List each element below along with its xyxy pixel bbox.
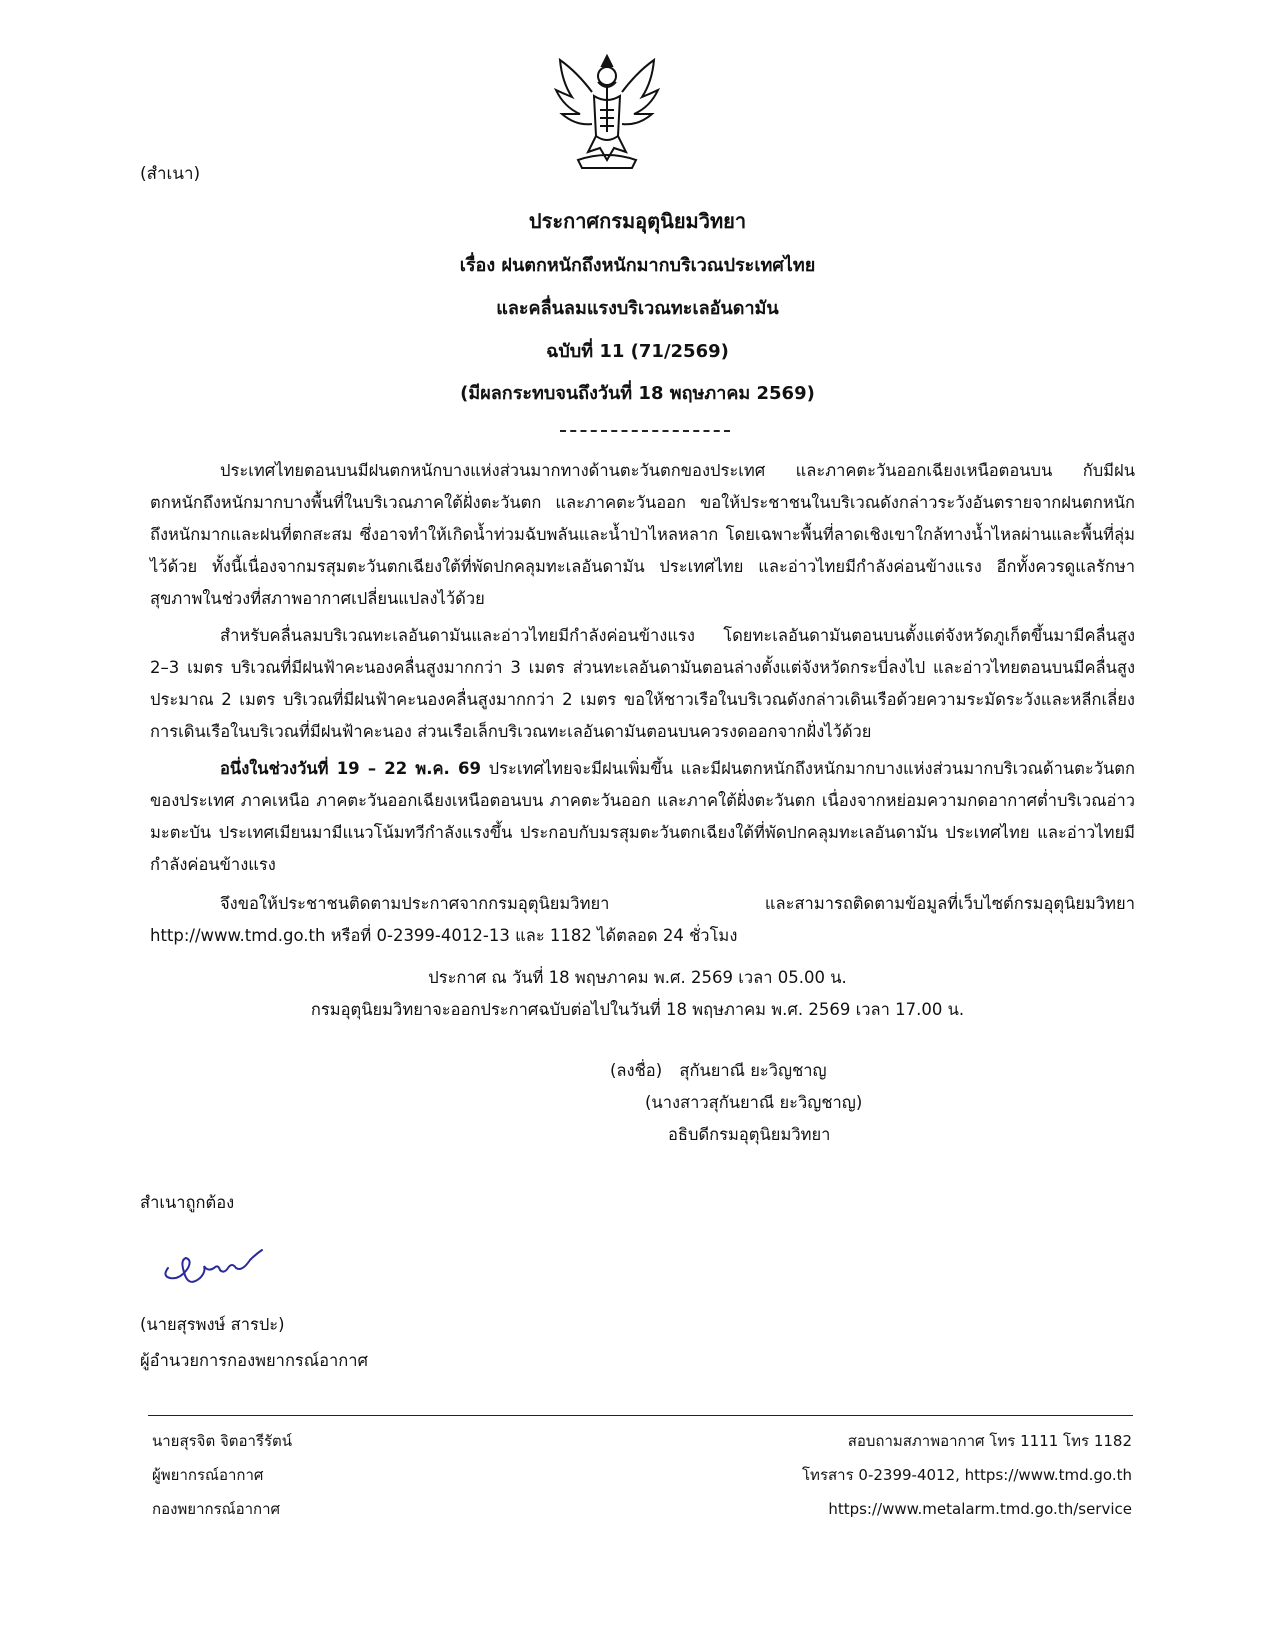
paragraph-contact-text: จึงขอให้ประชาชนติดตามประกาศจากกรมอุตุนิยมวิทยา และสามารถติดตามข้อมูลที่เว็บไซต์กรมอุตุนิยมวิทยา http://www.tmd.go.th หรือที่ 0-2399-4012-13 และ 1182 ได้ตลอด 24 ชั่วโมง <box>150 894 1135 945</box>
copy-mark: (สำเนา) <box>140 164 201 184</box>
footer-left <box>152 1424 292 1526</box>
signed-name: สุกันยาณี ยะวิญชาญ <box>679 1061 827 1080</box>
outlook-date-range: อนึ่งในช่วงวันที่ 19 – 22 พ.ค. 69 <box>220 759 481 778</box>
certifier-position: ผู้อำนวยการกองพยากรณ์อากาศ <box>140 1351 369 1370</box>
handwritten-signature <box>158 1238 268 1294</box>
effective-until: (มีผลกระทบจนถึงวันที่ 18 พฤษภาคม 2569) <box>460 383 815 404</box>
weather-hotline: สอบถามสภาพอากาศ โทร 1111 โทร 1182 <box>847 1432 1132 1450</box>
signatory-position: อธิบดีกรมอุตุนิยมวิทยา <box>668 1125 831 1144</box>
footer-right <box>802 1424 1132 1526</box>
paragraph-rain-text: ประเทศไทยตอนบนมีฝนตกหนักบางแห่งส่วนมากทางด้านตะวันตกของประเทศ และภาคตะวันออกเฉียงเหนือตอนบน กับมีฝนตกหนักถึงหนักมากบางพื้นที่ในบริเวณภาคใต้ฝั่งตะวันตก และภาคตะวันออก ขอให้ประชาชนในบริเวณดังกล่าวระวังอันตรายจากฝนตกหนักถึงหนักมากและฝนที่ตกสะสม ซึ่งอาจทำให้เกิดน้ำท่วมฉับพลันและน้ำป่าไหลหลาก โดยเฉพาะพื้นที่ลาดเชิงเขาใกล้ทางน้ำไหลผ่านและพื้นที่ลุ่มไว้ด้วย ทั้งนี้เนื่องจากมรสุมตะวันตกเฉียงใต้ที่พัดปกคลุมทะเลอันดามัน ประเทศไทย และอ่าวไทยมีกำลังค่อนข้างแรง อีกทั้งควรดูแลรักษาสุขภาพในช่วงที่สภาพอากาศเปลี่ยนแปลงไว้ด้วย <box>150 461 1135 608</box>
paragraph-outlook <box>150 753 1135 881</box>
paragraph-waves-text: สำหรับคลื่นลมบริเวณทะเลอันดามันและอ่าวไทยมีกำลังค่อนข้างแรง โดยทะเลอันดามันตอนบนตั้งแต่จังหวัดภูเก็ตขึ้นมามีคลื่นสูง 2–3 เมตร บริเวณที่มีฝนฟ้าคะนองคลื่นสูงมากกว่า 3 เมตร ส่วนทะเลอันดามันตอนล่างตั้งแต่จังหวัดกระบี่ลงไป และอ่าวไทยตอนบนมีคลื่นสูงประมาณ 2 เมตร บริเวณที่มีฝนฟ้าคะนองคลื่นสูงมากกว่า 2 เมตร ขอให้ชาวเรือในบริเวณดังกล่าวเดินเรือด้วยความระมัดระวังและหลีกเลี่ยงการเดินเรือในบริเวณที่มีฝนฟ้าคะนอง ส่วนเรือเล็กบริเวณทะเลอันดามันตอนบนควรงดออกจากฝั่งไว้ด้วย <box>150 626 1135 741</box>
certifier-name: (นายสุรพงษ์ สารปะ) <box>140 1315 285 1334</box>
fax-and-website: โทรสาร 0-2399-4012, https://www.tmd.go.th <box>802 1466 1132 1484</box>
paragraph-waves <box>150 620 1135 748</box>
forecaster-title: ผู้พยากรณ์อากาศ <box>152 1466 264 1484</box>
garuda-emblem <box>552 52 662 170</box>
paragraph-contact <box>150 888 1135 952</box>
forecaster-name: นายสุรจิต จิตอารีรัตน์ <box>152 1432 293 1450</box>
certified-copy-label: สำเนาถูกต้อง <box>140 1193 235 1212</box>
title-separator <box>560 430 730 432</box>
subject-line-1: เรื่อง ฝนตกหนักถึงหนักมากบริเวณประเทศไทย <box>459 255 816 276</box>
subject-line-2: และคลื่นลมแรงบริเวณทะเลอันดามัน <box>496 298 779 319</box>
forecaster-division: กองพยากรณ์อากาศ <box>152 1500 281 1518</box>
footer-divider <box>148 1415 1133 1416</box>
document-title: ประกาศกรมอุตุนิยมวิทยา <box>528 209 747 233</box>
signatory-full-name: (นางสาวสุกันยาณี ยะวิญชาญ) <box>645 1093 863 1112</box>
announced-date: ประกาศ ณ วันที่ 18 พฤษภาคม พ.ศ. 2569 เวลา 05.00 น. <box>428 968 847 987</box>
next-issue-notice: กรมอุตุนิยมวิทยาจะออกประกาศฉบับต่อไปในวันที่ 18 พฤษภาคม พ.ศ. 2569 เวลา 17.00 น. <box>310 1000 965 1019</box>
outlook-text: ประเทศไทยจะมีฝนเพิ่มขึ้น และมีฝนตกหนักถึงหนักมากบางแห่งส่วนมากบริเวณด้านตะวันตกของประเทศ ภาคเหนือ ภาคตะวันออกเฉียงเหนือตอนบน ภาคตะวันออก และภาคใต้ฝั่งตะวันตก เนื่องจากหย่อมความกดอากาศต่ำบริเวณอ่าวมะตะบัน ประเทศเมียนมามีแนวโน้มทวีกำลังแรงขึ้น ประกอบกับมรสุมตะวันตกเฉียงใต้ที่พัดปกคลุมทะเลอันดามัน ประเทศไทย และอ่าวไทยมีกำลังค่อนข้างแรง <box>150 759 1135 874</box>
metalarm-link[interactable]: https://www.metalarm.tmd.go.th/service <box>828 1500 1132 1518</box>
signed-prefix: (ลงชื่อ) <box>610 1061 663 1080</box>
signed-line <box>610 1058 827 1084</box>
paragraph-rain <box>150 455 1135 615</box>
issue-number: ฉบับที่ 11 (71/2569) <box>546 341 729 362</box>
